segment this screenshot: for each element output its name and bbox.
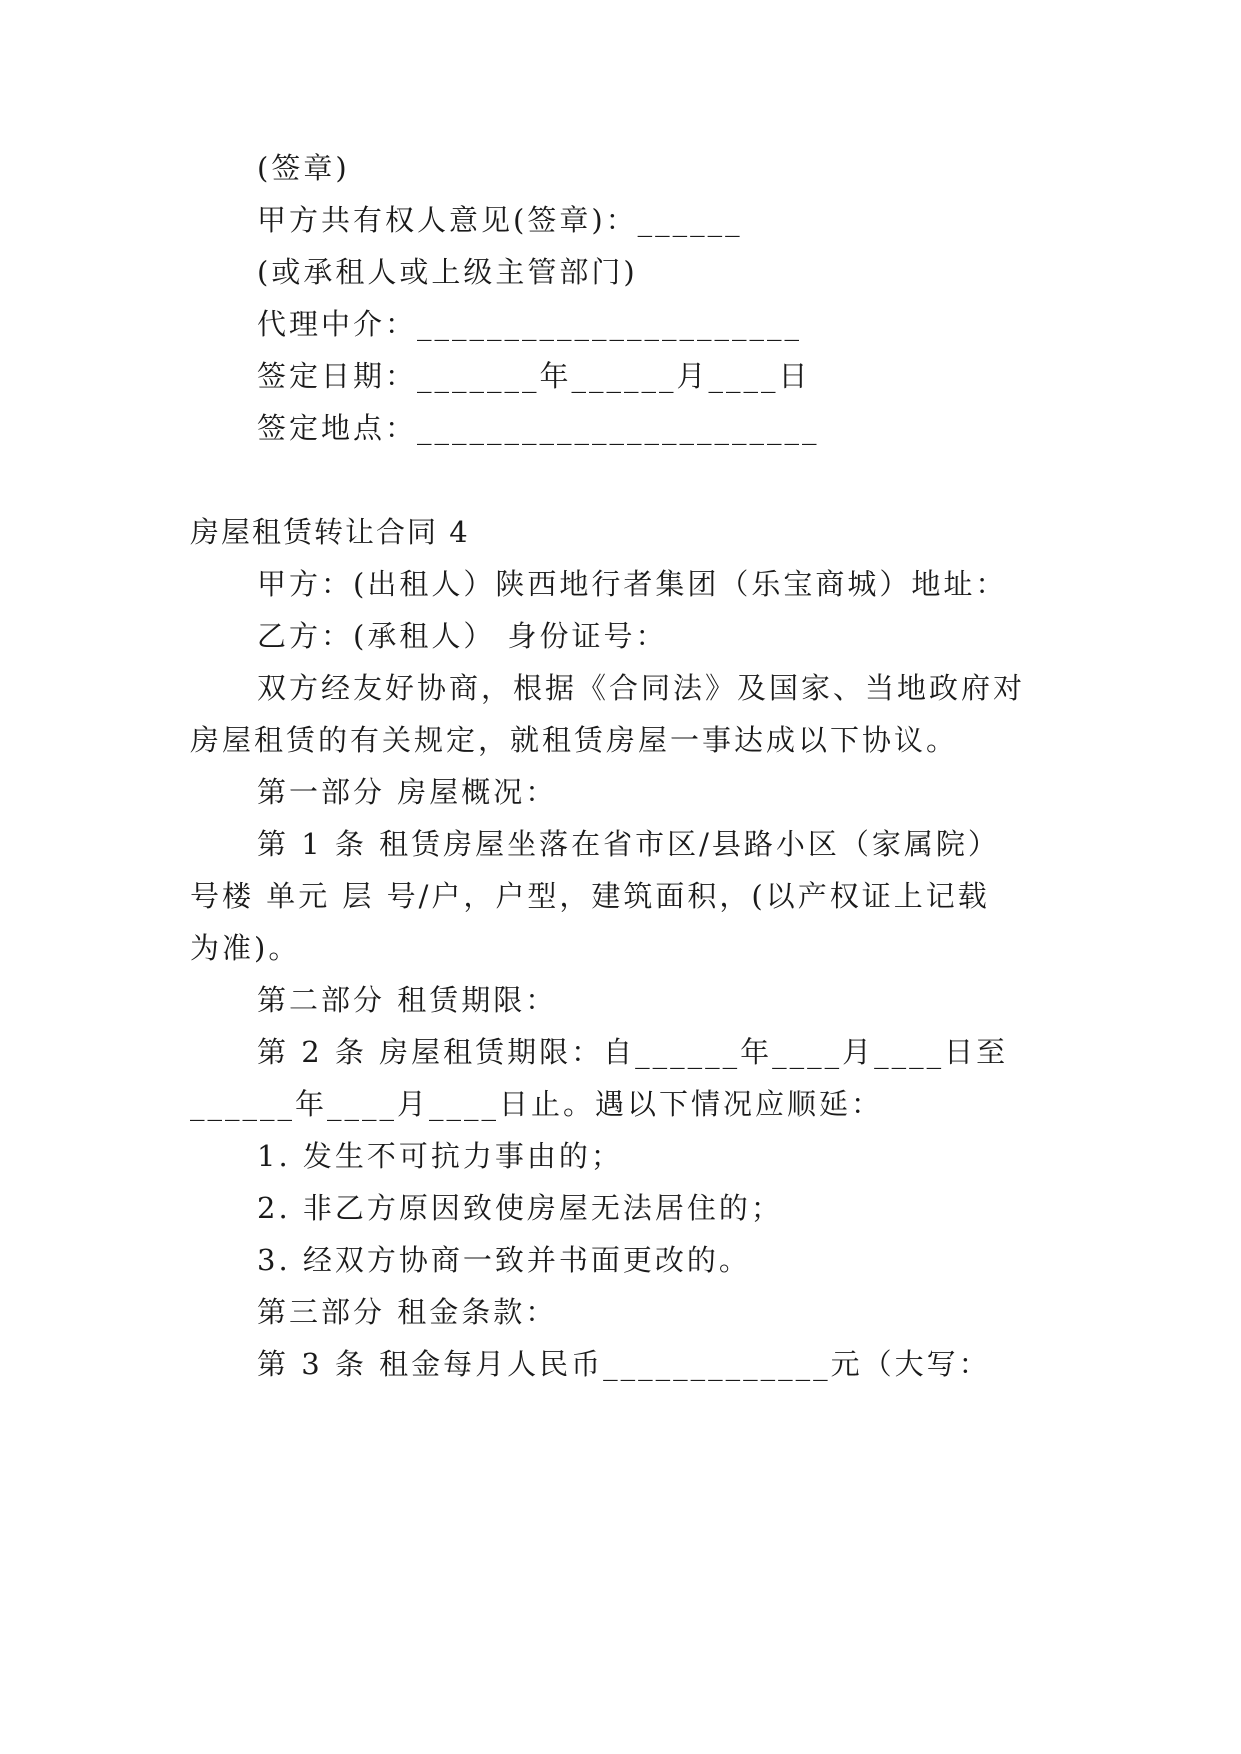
article2-line-2: ______年____月____日止。遇以下情况应顺延： xyxy=(190,1087,884,1121)
party-b-line: 乙方：(承租人） 身份证号： xyxy=(257,619,668,653)
sign-date-line: 签定日期：_______年______月____日 xyxy=(257,359,811,393)
agent-line: 代理中介：______________________ xyxy=(257,307,803,341)
article1-line-2: 号楼 单元 层 号/户，户型，建筑面积，(以产权证上记载 xyxy=(190,879,990,913)
condition-item-1: 1. 发生不可抗力事由的； xyxy=(257,1139,623,1173)
or-note: (或承租人或上级主管部门) xyxy=(257,255,638,289)
co-owner-opinion: 甲方共有权人意见(签章)：______ xyxy=(257,203,743,237)
article2-line-1: 第 2 条 房屋租赁期限：自______年____月____日至 xyxy=(257,1035,1009,1069)
article3-line-1: 第 3 条 租金每月人民币_____________元（大写： xyxy=(257,1347,991,1381)
intro-paragraph-line-2: 房屋租赁的有关规定，就租赁房屋一事达成以下协议。 xyxy=(190,723,959,757)
part3-heading: 第三部分 租金条款： xyxy=(257,1295,558,1329)
condition-item-3: 3. 经双方协商一致并书面更改的。 xyxy=(257,1243,751,1277)
party-a-line: 甲方：(出租人）陕西地行者集团（乐宝商城）地址： xyxy=(257,567,1008,601)
contract-title: 房屋租赁转让合同 4 xyxy=(190,515,470,549)
part2-heading: 第二部分 租赁期限： xyxy=(257,983,558,1017)
part1-heading: 第一部分 房屋概况： xyxy=(257,775,558,809)
article1-line-3: 为准)。 xyxy=(190,931,301,965)
condition-item-2: 2. 非乙方原因致使房屋无法居住的； xyxy=(257,1191,783,1225)
sign-place-line: 签定地点：_______________________ xyxy=(257,411,820,445)
intro-paragraph-line-1: 双方经友好协商，根据《合同法》及国家、当地政府对 xyxy=(257,671,1026,705)
seal-note: (签章) xyxy=(257,151,350,185)
article1-line-1: 第 1 条 租赁房屋坐落在省市区/县路小区（家属院） xyxy=(257,827,1000,861)
